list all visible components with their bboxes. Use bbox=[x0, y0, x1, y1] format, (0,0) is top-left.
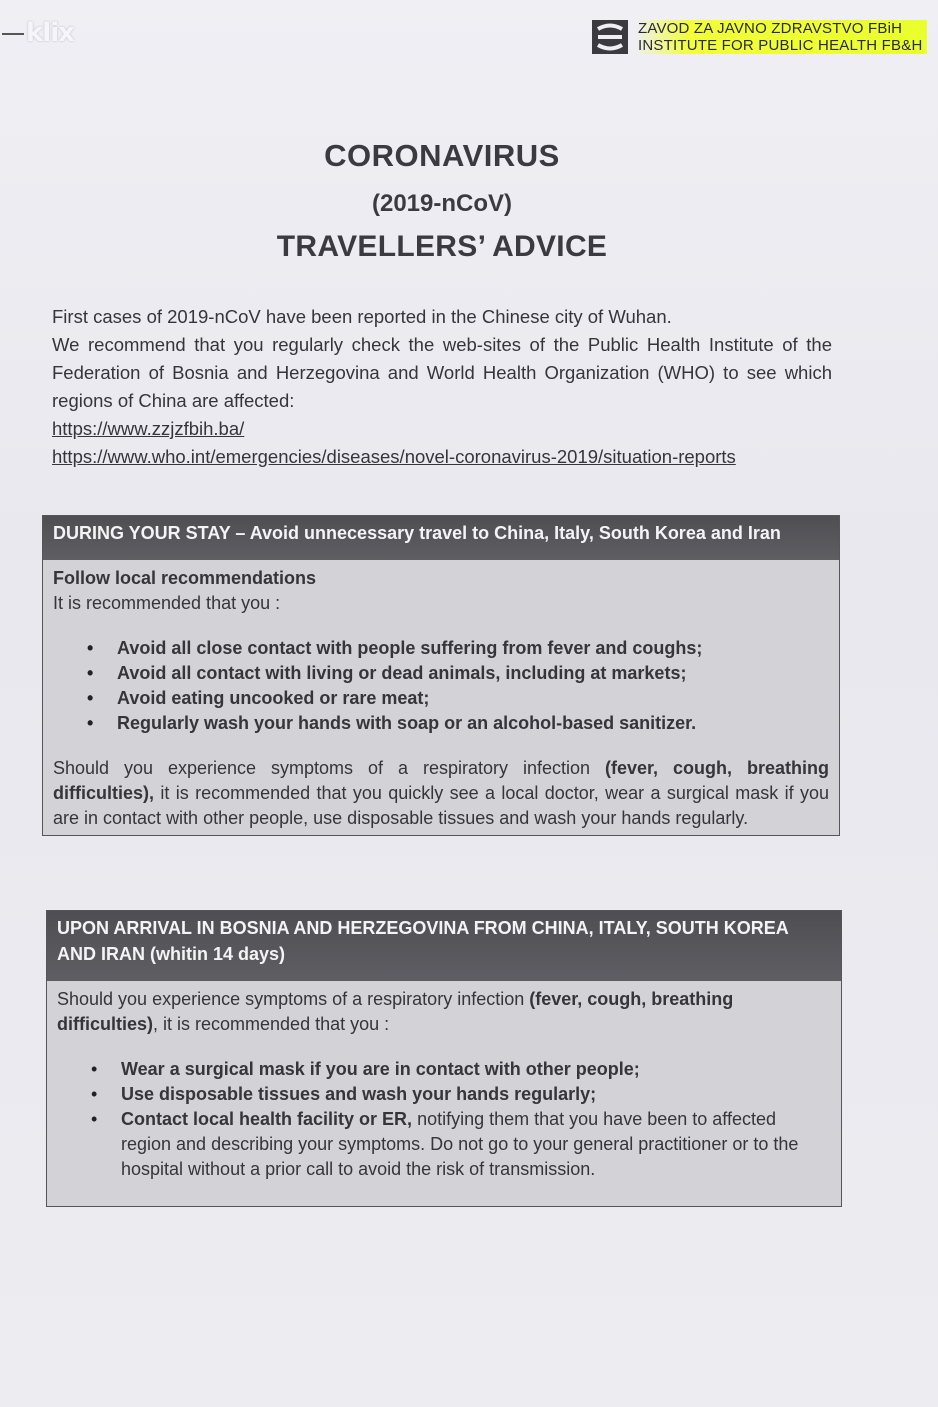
institute-name-local: ZAVOD ZA JAVNO ZDRAVSTVO FBiH bbox=[636, 20, 927, 37]
institute-name-english: INSTITUTE FOR PUBLIC HEALTH FB&H bbox=[636, 37, 927, 54]
upon-arrival-lead bbox=[57, 987, 831, 1037]
symptoms-advice-text-end: it is recommended that you quickly see a local doctor, wear a surgical mask if you are in contact with other people, use disposable tissues and wash your hands regularly. bbox=[53, 783, 829, 828]
title-line-1: CORONAVIRUS bbox=[324, 138, 560, 173]
upon-arrival-symptoms-bold: (fever, cough, breathing difficulties) bbox=[57, 989, 734, 1034]
list-item-bold: Use disposable tissues and wash your hands regularly; bbox=[121, 1084, 597, 1104]
institute-name bbox=[636, 20, 927, 54]
dash-mark bbox=[2, 33, 24, 35]
upon-arrival-heading: UPON ARRIVAL IN BOSNIA AND HERZEGOVINA FROM CHINA, ITALY, SOUTH KOREA AND IRAN (whitin 14 days) bbox=[47, 911, 841, 981]
list-item-rest: notifying them that you have been to affected region and describing your symptoms. Do not go to your general practitioner or to the hospital without a prior call to avoid the risk of transmission. bbox=[121, 1109, 799, 1179]
institute-logo-icon bbox=[592, 20, 628, 54]
institute-header bbox=[592, 20, 927, 54]
title-line-2: (2019-nCoV) bbox=[371, 190, 513, 217]
upon-arrival-body bbox=[47, 981, 841, 1206]
list-item: • Avoid all contact with living or dead animals, including at markets; bbox=[117, 661, 829, 686]
intro-paragraph-2: We recommend that you regularly check the web-sites of the Public Health Institute of the Federation of Bosnia and Herzegovina and World Health Organization (WHO) to see which regions of China are affected: bbox=[52, 334, 832, 411]
watermark-logo bbox=[2, 18, 74, 48]
symptoms-advice-text-start: Should you experience symptoms of a respiratory infection bbox=[53, 758, 606, 778]
list-item: • Avoid eating uncooked or rare meat; bbox=[117, 686, 829, 711]
title-line-3: TRAVELLERS’ ADVICE bbox=[276, 230, 608, 263]
list-item: • Avoid all close contact with people suffering from fever and coughs; bbox=[117, 636, 829, 661]
recommendation-lead: It is recommended that you : bbox=[53, 593, 281, 613]
list-item-bold: Wear a surgical mask if you are in contact with other people; bbox=[121, 1059, 640, 1079]
intro-paragraph-1: First cases of 2019-nCoV have been reported in the Chinese city of Wuhan. bbox=[52, 306, 672, 327]
upon-arrival-list bbox=[57, 1057, 831, 1182]
list-item bbox=[121, 1057, 831, 1082]
list-item bbox=[121, 1082, 831, 1107]
who-situation-reports-link[interactable]: https://www.who.int/emergencies/diseases/novel-coronavirus-2019/situation-reports bbox=[52, 446, 736, 467]
list-item-bold: Contact local health facility or ER, bbox=[121, 1109, 413, 1129]
watermark-text: klix bbox=[26, 18, 74, 48]
institute-website-link[interactable]: https://www.zzjzfbih.ba/ bbox=[52, 418, 245, 439]
upon-arrival-lead-end: , it is recommended that you : bbox=[153, 1014, 390, 1034]
during-your-stay-heading: DURING YOUR STAY – Avoid unnecessary travel to China, Italy, South Korea and Iran bbox=[43, 516, 839, 560]
list-item: • Regularly wash your hands with soap or an alcohol-based sanitizer. bbox=[117, 711, 829, 736]
recommendation-list bbox=[53, 636, 829, 736]
during-your-stay-box bbox=[42, 515, 840, 836]
upon-arrival-lead-start: Should you experience symptoms of a respiratory infection bbox=[57, 989, 530, 1009]
symptoms-list-bold: (fever, cough, breathing difficulties), bbox=[53, 758, 829, 803]
list-item bbox=[121, 1107, 831, 1182]
follow-local-recommendations-heading: Follow local recommendations bbox=[53, 568, 317, 588]
symptoms-advice-paragraph bbox=[53, 756, 829, 831]
intro-section bbox=[52, 303, 832, 471]
upon-arrival-box bbox=[46, 910, 842, 1207]
during-your-stay-body bbox=[43, 560, 839, 835]
